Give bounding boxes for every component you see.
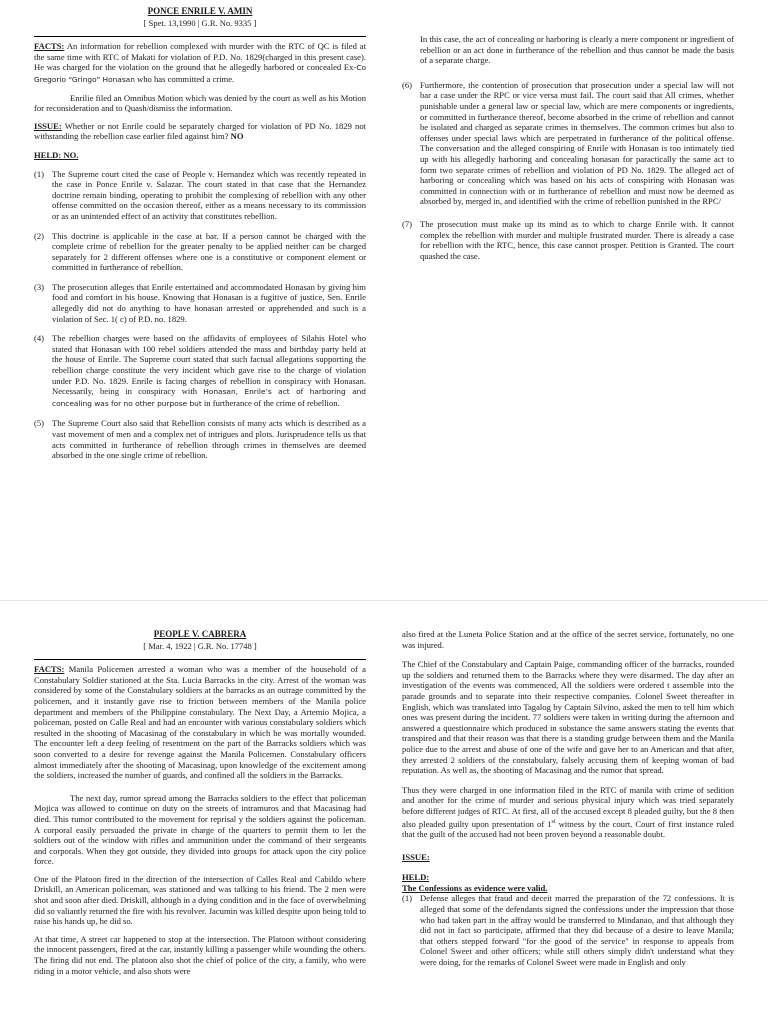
case-citation: [ Spet. 13,1990 | G.R. No. 9335 ] bbox=[143, 17, 257, 28]
facts-paragraph: FACTS: Manila Policemen arrested a woman who was a member of the household of a Constabulary Soldier stationed at the Sta. Lucia Barracks in the city. Arrest of the woman was considered by some of the Constabulary soldiers at the barracks as an outrage committed by the policemen, and it instantly gave rise to friction between members of the Manila police department and members of the Philippine constabulary. The Next Day, a Artemio Mojica, a policeman, posted on Calle Real and had an encounter with various constabulary soldiers which resulted in the shooting of Macasinag of the constabulary in which he was mortally wounded. The encounter left a deep feeling of resentment on the part of the Barracks soldiers which was soon converted to a desire for revenge against the Manila Policemen. Constabulary officers almost immediately after the shooting of Macasinag, upon knowledge of the excitement among the soldiers, increased the number of guards, and confined all the soldiers in the Barracks. bbox=[34, 664, 366, 781]
issue-section bbox=[402, 852, 734, 863]
continuation-paragraph: also fired at the Luneta Police Station and at the office of the secret service, fortunately, no one was injured. bbox=[402, 629, 734, 650]
facts-paragraph: FACTS: An information for rebellion complexed with murder with the RTC of QC is filed at the same time with RTC of Makati for violation of P.D. No. 1829(charged in this present case). He was charged for the violation on the ground that he allegedly harbored or concealed Ex-Co Gregorio “Gringo” Honasan who has committed a crime. bbox=[34, 41, 366, 84]
ruling-item: (4) The rebellion charges were based on the affidavits of employees of Silahis Hotel who stated that Honasan with 100 rebel soldiers attended the mass and birthday party held at the house of Enrile. The Supreme court stated that such factual allegations supporting the rebellion charge constitute the very incident which gave rise to the charge of violation under P.D. No. 1829. Enrile is facing charges of rebellion in conspiracy with Honasan. Necessarily, being in conspiracy with Honasan, Enrile’s act of harboring and concealing was for no other purpose but in furtherance of the crime of rebellion. bbox=[34, 333, 366, 408]
case-citation: [ Mar. 4, 1922 | G.R. No. 17748 ] bbox=[143, 640, 257, 651]
ruling-item: (6) Furthermore, the contention of prosecution that prosecution under a special law will not bar a case under the RPC or vice versa must fail. The court said that All crimes, whether punishable under a general law or special law, which are mere components or ingredients, or committed in furtherance thereof, become absorbed in the crime of rebellion and cannot be isolated and charged as separate crimes in themselves. The common crimes but also to offenses under special laws which are perpetrated in furtherance of the political offense. The conversation and the alleged conspiring of Enrile with Honasan is too intimately tied up with his allegedly harboring and concealing honasan for paractically the same act to form two separate crimes of rebellion and violation of PD No. 1829. The alleged act of harboring or concealing which was based on his acts of conspiring with Honasan was committed in connection with or in furtherance of rebellion and must now be deemed as absorbed by, merged in, and identified with the crime of rebellion punished in the RPC/ bbox=[402, 79, 734, 207]
accent-name: Co Gregorio “Gringo” Honasan bbox=[34, 63, 366, 84]
left-column bbox=[34, 629, 366, 983]
ruling-item: (7) The prosecution must make up its mind as to which to charge Enrile with. It cannot complex the rebellion with murder and multiple frustrated murder. There is already a case for rebellion with the RTC, hence, this case cannot prosper. Petition is Granted. The court quashed the case. bbox=[402, 218, 734, 261]
case-title: PONCE ENRILE V. AMIN bbox=[147, 6, 253, 16]
ruling-item: (2) This doctrine is applicable in the case at bar. If a person cannot be charged with the complete crime of rebellion for the greater penalty to be applied neither can be charged separately for 2 different offenses where one is a constitutive or component element or committed in furtherance of rebellion. bbox=[34, 230, 366, 273]
held-label: HELD: NO. bbox=[34, 149, 79, 160]
ruling-item: (1) The Supreme court cited the case of People v. Hernandez which was recently repeated in the case in Ponce Enrile v. Salazar. The court stated in that case that the Hernandez doctrine remain binding, operating to prohibit the complexing of rebellion with any other offense committed on the occasion thereof, either as a means necessary to its commission or as an unintended effect of an activity that constitutes rebellion. bbox=[34, 168, 366, 221]
facts-paragraph-2: The next day, rumor spread among the Barracks soldiers to the effect that policeman Mojica was allowed to continue on duty on the streets of intramuros and that Macasinag had died. This rumor contributed to the movement for reprisal y the soldiers against the policeman. A corporal easily persuaded the private in charge of the quarters to permit them to let the soldiers out of the window with rifles and ammunition under the command of their sergeants and corporals. When they got outside, they divided into groups for attack upon the city police force. bbox=[34, 792, 366, 867]
ruling-item: (5) The Supreme Court also said that Rebellion consists of many acts which is described as a vast movement of men and a complex net of intrigues and plots. Jurisprudence tells us that acts committed in furtherance of rebellion through crimes in themselves are deemed absorbed in the one single crime of rebellion. bbox=[34, 418, 366, 461]
continuation-paragraph: In this case, the act of concealing or harboring is clearly a mere component or ingredient of rebellion or an act done in furtherance of the rebellion and thus cannot be made the basis of a separate charge. bbox=[420, 34, 734, 66]
facts-paragraph-3: One of the Platoon fired in the direction of the intersection of Calles Real and Cabildo where Driskill, an American policeman, was stationed and was talking to his friend. The 2 men were shot and soon after died. Driskill, although in a dying condition and in the face of overwhelming did so valiantly returned the fire with his revolver. Jacumin was killed despite upon being told to raise his hands up, he did so. bbox=[34, 873, 366, 927]
facts-section bbox=[34, 36, 366, 114]
issue-section: ISSUE: Whether or not Enrile could be separately charged for violation of PD No. 1829 not withstanding the rebellion case earlier filed against him? NO bbox=[34, 120, 366, 142]
issue-answer: NO bbox=[230, 131, 244, 142]
ruling-item: (3) The prosecution alleges that Enrile entertained and accommodated Honasan by giving him food and comfort in his house. Knowing that Honasan is a fugitive of justice, Sen. Enrile allegedly did not do anything to have honasan arrested or apprehended and such is a violation of Sec. 1( c) of P.D. no. 1829. bbox=[34, 281, 366, 324]
held-section bbox=[402, 872, 734, 893]
right-column bbox=[402, 629, 734, 976]
facts-paragraph-4: At that time, A street car happened to stop at the intersection. The Platoon without considering the innocent passengers, fired at the car, instantly killing a passenger while wounding the others. The firing did not end. The platoon also shot the chief of police of the city, a family, who were riding in a motor vehicle, and also shots were bbox=[34, 933, 366, 976]
narrative-paragraph: The Chief of the Constabulary and Captain Paige, commanding officer of the barracks, rounded up the soldiers and returned them to the Barracks where they were disarmed. The day after an investigation of the events was commenced, All the soldiers were ordered t assemble into the parade grounds and to separate into their respective companies. Colonel Sweet thereafter in English, which was translated into Tagalog by Captain Silvino, asked the men to tell him which ones was present during the incident. 77 soldiers were taken in writing during the afternoon and answered a questionnaire which produced in substance the same answers stating the events that transpired and that their reason was that there is a standing grudge between them and the Manila police due to the arrest and abuse of one of the wife and gave her to an American and that after, they arrested 2 soldiers of the constabulary, falsely accusing them of keeping woman of bad reputation. As well as, the shooting of Macasinag and the rumor that spread. bbox=[402, 659, 734, 776]
facts-label: FACTS: bbox=[34, 41, 65, 52]
held-subheading: The Confessions as evidence were valid. bbox=[402, 882, 548, 893]
facts-section bbox=[34, 659, 366, 781]
charge-paragraph: Thus they were charged in one information filed in the RTC of manila with crime of sedition and another for the crime of murder and serious physical injury which was tried separately before different judges of RTC. At first, all of the accused except 8 pleaded guilty, but the 8 then also pleaded guilty upon presentation of 1st witness by the court. Court of first instance ruled that the guilt of the accused had not been proven beyond a reasonable doubt. bbox=[402, 784, 734, 839]
accent-text: Honasan, Enrile’s act of harboring and concealing was for no other purpose but bbox=[52, 387, 366, 408]
left-column bbox=[34, 6, 366, 470]
held-label: HELD: bbox=[402, 872, 430, 883]
case-header bbox=[34, 629, 366, 651]
issue-label: ISSUE: bbox=[402, 851, 430, 862]
case-title: PEOPLE V. CABRERA bbox=[153, 629, 247, 639]
facts-paragraph-2: Enrilie filed an Omnibus Motion which was denied by the court as well as his Motion for reconsideration and to Quash/dismiss the information. bbox=[34, 92, 366, 114]
right-column bbox=[402, 34, 734, 270]
issue-label: ISSUE: bbox=[34, 120, 62, 131]
case-header bbox=[34, 6, 366, 28]
facts-label: FACTS: bbox=[34, 664, 65, 675]
document-page-2 bbox=[0, 600, 768, 1025]
ruling-item: (1) Defense alleges that fraud and deceit marred the preparation of the 72 confessions. It is alleged that some of the defendants signed the confessions under the impression that those who had taken part in the affray would be transferred to Mindanao, and that although they did not in fact so participate, affirmed that they did because of a desire to leave Manila; that others stepped forward "for the good of the service" in response to appeals from Colonel Sweet and other officers; while still others simply didn't understand what they were doing, for the remarks of Colonel Sweet were made in English and only bbox=[402, 893, 734, 967]
